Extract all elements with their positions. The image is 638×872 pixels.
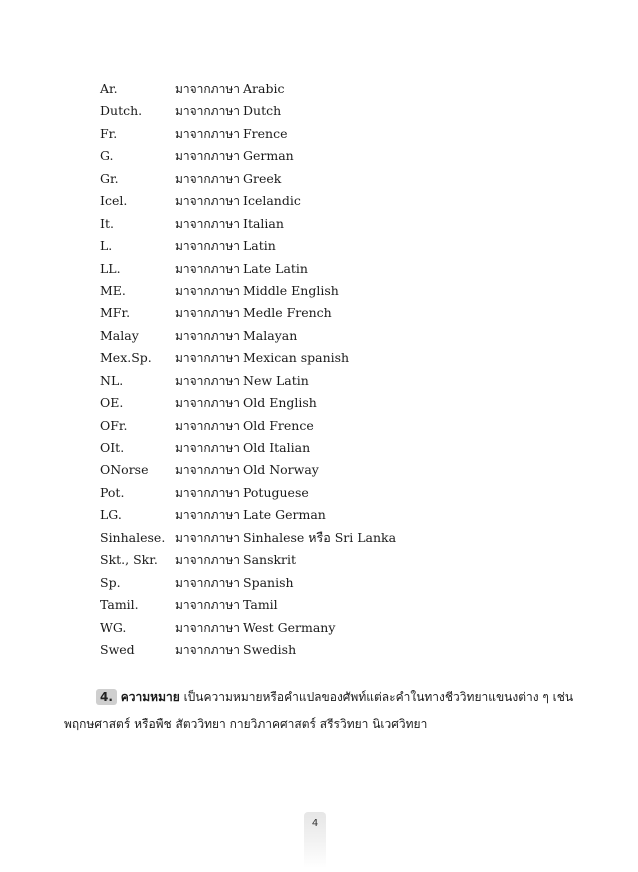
section-number: 4. <box>96 689 117 705</box>
language-name: Frence <box>243 125 288 141</box>
abbreviation-row <box>100 168 580 190</box>
meaning-section <box>64 684 584 738</box>
language-name: Spanish <box>243 574 294 590</box>
abbreviation-row <box>100 325 580 347</box>
language-name: Italian <box>243 215 284 231</box>
page-number-tab <box>304 812 326 868</box>
page-number: 4 <box>311 818 319 829</box>
abbreviation-code: Icel. <box>100 193 128 209</box>
language-name: Old Frence <box>243 417 314 433</box>
abbreviation-row <box>100 459 580 481</box>
abbreviation-code: LL. <box>100 260 121 276</box>
language-name: Icelandic <box>243 193 301 209</box>
language-name: Arabic <box>243 81 285 96</box>
abbreviation-row <box>100 527 580 549</box>
source-phrase: มาจากภาษา <box>175 418 240 433</box>
source-phrase: มาจากภาษา <box>175 171 240 186</box>
meaning-line-2: พฤกษศาสตร์ หรือพืช สัตววิทยา กายวิภาคศาสตร์ สรีรวิทยา นิเวศวิทยา <box>64 717 428 731</box>
abbreviation-row <box>100 190 580 212</box>
section-term: ความหมาย <box>120 690 180 704</box>
abbreviation-list <box>100 78 580 661</box>
abbreviation-row <box>100 370 580 392</box>
source-phrase: มาจากภาษา <box>175 261 240 276</box>
abbreviation-code: OE. <box>100 395 124 411</box>
source-phrase: มาจากภาษา <box>175 598 240 613</box>
language-name: New Latin <box>243 372 309 388</box>
abbreviation-row <box>100 123 580 145</box>
language-name: Old English <box>243 395 317 411</box>
source-phrase: มาจากภาษา <box>175 553 240 568</box>
source-phrase: มาจากภาษา <box>175 306 240 321</box>
source-phrase: มาจากภาษา <box>175 530 240 545</box>
abbreviation-code: MFr. <box>100 305 131 321</box>
abbreviation-code: Ar. <box>100 81 118 96</box>
source-phrase: มาจากภาษา <box>175 485 240 500</box>
abbreviation-row <box>100 100 580 122</box>
language-name: Late Latin <box>243 260 308 276</box>
abbreviation-row <box>100 78 580 100</box>
language-name: Latin <box>243 238 276 254</box>
language-name: Old Italian <box>243 440 311 455</box>
abbreviation-code: WG. <box>100 619 127 635</box>
abbreviation-code: ME. <box>100 282 126 298</box>
source-phrase: มาจากภาษา <box>175 351 240 366</box>
language-name: Sinhalese หรือ Sri Lanka <box>243 529 397 545</box>
abbreviation-code: Tamil. <box>100 597 139 613</box>
language-name: Sanskrit <box>243 552 297 568</box>
source-phrase: มาจากภาษา <box>175 216 240 231</box>
source-phrase: มาจากภาษา <box>175 194 240 209</box>
abbreviation-row <box>100 437 580 459</box>
language-name: Late German <box>243 507 326 523</box>
abbreviation-row <box>100 504 580 526</box>
abbreviation-row <box>100 549 580 571</box>
language-name: Dutch <box>243 103 282 119</box>
abbreviation-code: OFr. <box>100 417 128 433</box>
abbreviation-row <box>100 639 580 661</box>
abbreviation-code: Skt., Skr. <box>100 552 158 568</box>
abbreviation-row <box>100 572 580 594</box>
language-name: Tamil <box>243 597 278 613</box>
language-name: German <box>243 148 294 164</box>
abbreviation-row <box>100 280 580 302</box>
source-phrase: มาจากภาษา <box>175 104 240 119</box>
language-name: Potuguese <box>243 484 309 500</box>
abbreviation-code: Fr. <box>100 125 118 141</box>
source-phrase: มาจากภาษา <box>175 620 240 635</box>
abbreviation-row <box>100 235 580 257</box>
abbreviation-row <box>100 482 580 504</box>
abbreviation-code: NL. <box>100 372 124 388</box>
abbreviation-code: ONorse <box>100 462 149 478</box>
abbreviation-code: Sinhalese. <box>100 529 166 545</box>
abbreviation-row <box>100 347 580 369</box>
abbreviation-code: OIt. <box>100 440 125 455</box>
abbreviation-code: Dutch. <box>100 103 143 119</box>
language-name: Greek <box>243 170 282 186</box>
abbreviation-row <box>100 617 580 639</box>
abbreviation-code: Pot. <box>100 484 125 500</box>
source-phrase: มาจากภาษา <box>175 126 240 141</box>
source-phrase: มาจากภาษา <box>175 373 240 388</box>
source-phrase: มาจากภาษา <box>175 328 240 343</box>
abbreviation-row <box>100 145 580 167</box>
meaning-line-1 <box>64 684 584 711</box>
abbreviation-code: LG. <box>100 507 122 523</box>
abbreviation-row <box>100 258 580 280</box>
language-name: Malayan <box>243 327 298 343</box>
abbreviation-code: Swed <box>100 641 135 657</box>
source-phrase: มาจากภาษา <box>175 396 240 411</box>
abbreviation-code: Gr. <box>100 170 119 186</box>
language-name: Middle English <box>243 282 339 298</box>
abbreviation-code: G. <box>100 148 114 164</box>
language-name: West Germany <box>243 619 336 635</box>
source-phrase: มาจากภาษา <box>175 149 240 164</box>
language-name: Old Norway <box>243 462 319 478</box>
abbreviation-code: Malay <box>100 327 139 343</box>
abbreviation-row <box>100 415 580 437</box>
source-phrase: มาจากภาษา <box>175 283 240 298</box>
meaning-text-1: เป็นความหมายหรือคำแปลของศัพท์แต่ละคำในทางชีววิทยาแขนงต่าง ๆ เช่น <box>179 690 574 704</box>
abbreviation-row <box>100 594 580 616</box>
source-phrase: มาจากภาษา <box>175 82 240 96</box>
source-phrase: มาจากภาษา <box>175 575 240 590</box>
source-phrase: มาจากภาษา <box>175 463 240 478</box>
source-phrase: มาจากภาษา <box>175 441 240 455</box>
abbreviation-code: L. <box>100 238 113 254</box>
source-phrase: มาจากภาษา <box>175 508 240 523</box>
abbreviation-code: It. <box>100 215 114 231</box>
language-name: Mexican spanish <box>243 350 350 366</box>
language-name: Swedish <box>243 641 297 657</box>
abbreviation-row <box>100 392 580 414</box>
abbreviation-code: Mex.Sp. <box>100 350 152 366</box>
source-phrase: มาจากภาษา <box>175 642 240 657</box>
source-phrase: มาจากภาษา <box>175 239 240 254</box>
abbreviation-code: Sp. <box>100 574 121 590</box>
abbreviation-row <box>100 213 580 235</box>
language-name: Medle French <box>243 305 332 321</box>
abbreviation-row <box>100 302 580 324</box>
